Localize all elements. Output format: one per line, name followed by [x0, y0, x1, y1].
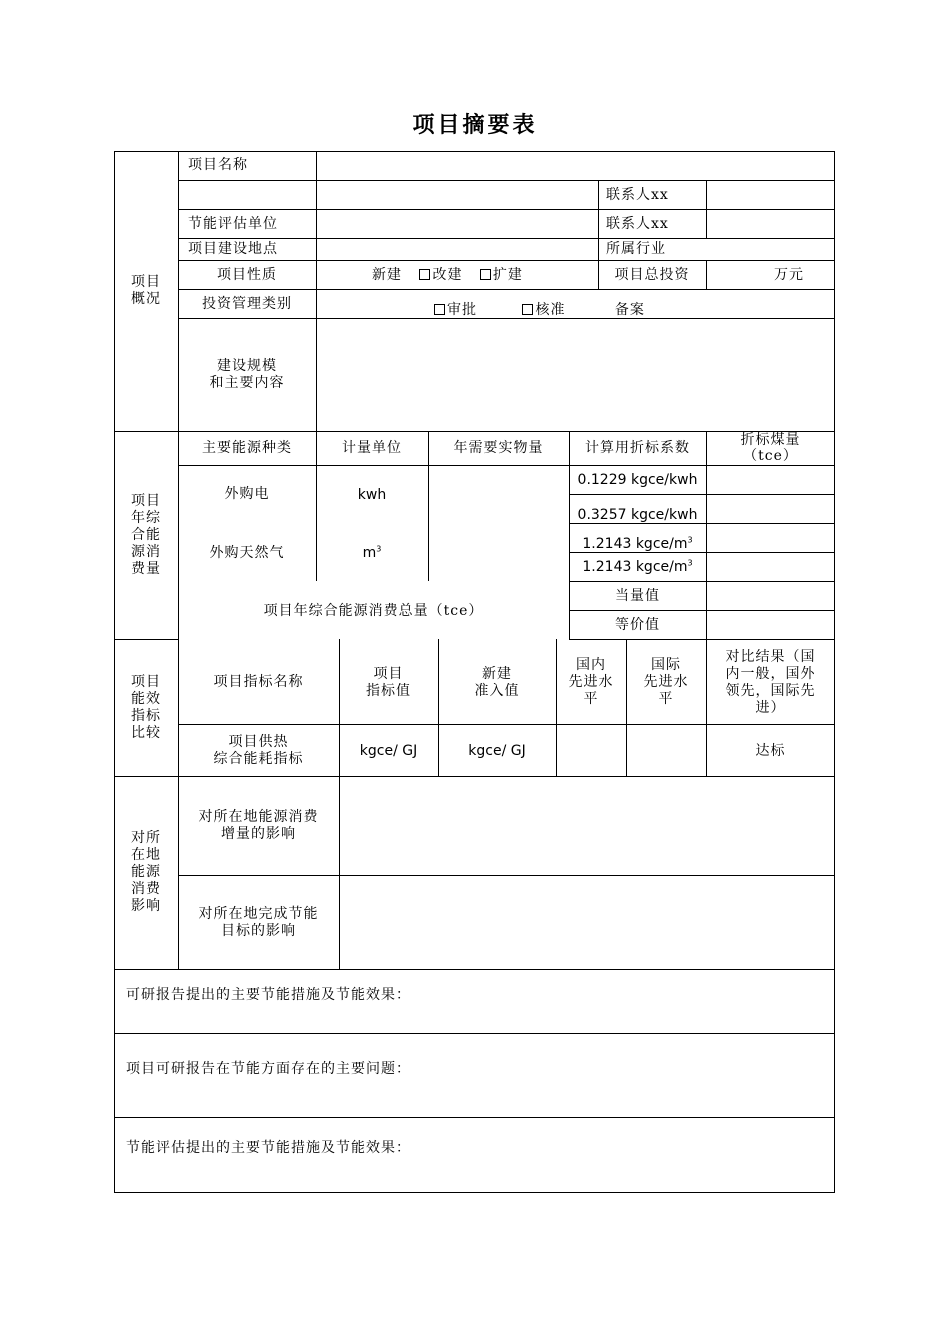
grid-line	[706, 180, 707, 238]
checkbox-approval[interactable]	[434, 304, 445, 315]
page-title: 项目摘要表	[412, 113, 538, 138]
option-record: 备案	[614, 302, 645, 318]
section-label-impact: 对所 在地 能源 消费 影响	[131, 830, 161, 914]
header-domestic-advanced: 国内 先进水 平	[568, 657, 614, 707]
nature-options	[372, 267, 523, 284]
coefficient-3: 1.2143 kgce/$m^3$	[582, 535, 693, 552]
section-label-energy: 项目 年综 合能 源消 费量	[131, 493, 161, 577]
label-consumption-impact: 对所在地能源消费 增量的影响	[198, 809, 319, 842]
section-label-efficiency: 项目 能效 指标 比较	[131, 674, 161, 741]
gas-unit: $m^3$	[362, 544, 382, 561]
checkbox-expand[interactable]	[480, 269, 491, 280]
category-options	[434, 302, 645, 319]
section-label-overview: 项目 概况	[131, 274, 161, 307]
grid-line	[178, 238, 835, 239]
grid-line	[569, 639, 835, 640]
note-feasibility-measures: 可研报告提出的主要节能措施及节能效果：	[126, 987, 411, 1003]
grid-line	[114, 969, 835, 970]
grid-line	[178, 260, 835, 261]
label-target-impact: 对所在地完成节能 目标的影响	[198, 906, 319, 939]
note-feasibility-problems: 项目可研报告在节能方面存在的主要问题：	[126, 1061, 411, 1077]
coefficient-4: 1.2143 kgce/$m^3$	[582, 558, 693, 575]
label-total-investment: 项目总投资	[614, 267, 690, 283]
label-contact-1: 联系人xx	[606, 187, 669, 203]
row-access-value: kgce/ GJ	[468, 743, 526, 759]
grid-line	[114, 1117, 835, 1118]
option-rebuild: 改建	[432, 267, 463, 283]
label-nature: 项目性质	[217, 267, 277, 283]
label-equivalent: 当量值	[615, 588, 660, 604]
checkbox-rebuild[interactable]	[419, 269, 430, 280]
header-international-advanced: 国际 先进水 平	[643, 657, 689, 707]
grid-line	[178, 724, 835, 725]
grid-line	[569, 581, 835, 582]
header-annual-quantity: 年需要实物量	[453, 440, 544, 456]
option-new: 新建	[372, 267, 402, 283]
label-investment-unit: 万元	[774, 267, 804, 283]
grid-line	[569, 431, 570, 639]
grid-line	[569, 610, 835, 611]
option-approval: 审批	[447, 302, 477, 318]
coefficient-1: 0.1229 kgce/kwh	[577, 472, 698, 488]
header-standard-coal: 折标煤量 （tce）	[740, 432, 801, 464]
grid-line	[114, 639, 178, 640]
grid-line	[316, 318, 317, 431]
option-expand: 扩建	[492, 267, 523, 283]
label-gas: 外购天然气	[209, 545, 285, 561]
grid-line	[178, 465, 835, 466]
label-scale: 建设规模 和主要内容	[209, 358, 285, 391]
label-industry: 所属行业	[606, 241, 666, 257]
header-indicator-value: 项目 指标值	[366, 666, 411, 699]
header-indicator-name: 项目指标名称	[213, 674, 304, 690]
header-coefficient: 计算用折标系数	[585, 440, 690, 456]
header-energy-type: 主要能源种类	[202, 440, 292, 456]
label-electricity: 外购电	[224, 486, 270, 502]
grid-line	[339, 776, 340, 969]
row-heating-indicator: 项目供热 综合能耗指标	[213, 734, 304, 767]
checkbox-verify[interactable]	[522, 304, 533, 315]
grid-line	[569, 494, 835, 495]
grid-line	[178, 289, 835, 290]
label-equal-price: 等价值	[615, 617, 660, 633]
grid-line	[114, 776, 835, 777]
electricity-unit: kwh	[357, 487, 387, 503]
label-total-consumption: 项目年综合能源消费总量（tce）	[263, 603, 484, 619]
note-eval-measures: 节能评估提出的主要节能措施及节能效果：	[126, 1140, 411, 1156]
grid-line	[178, 209, 835, 210]
row-indicator-value: kgce/ GJ	[359, 743, 418, 759]
label-project-name: 项目名称	[188, 157, 248, 173]
grid-line	[706, 260, 707, 289]
option-verify: 核准	[535, 302, 566, 318]
header-unit: 计量单位	[342, 440, 402, 456]
row-comparison-result: 达标	[755, 743, 786, 759]
label-contact-2: 联系人xx	[606, 216, 669, 232]
grid-line	[178, 875, 835, 876]
label-location: 项目建设地点	[188, 241, 278, 257]
label-invest-category: 投资管理类别	[202, 296, 292, 312]
coefficient-2: 0.3257 kgce/kwh	[577, 507, 698, 523]
header-access-value: 新建 准入值	[474, 666, 520, 699]
grid-line	[114, 1033, 835, 1034]
header-comparison-result: 对比结果（国 内一般，国外 领先，国际先 进）	[725, 649, 816, 716]
grid-line	[316, 151, 317, 318]
label-eval-unit: 节能评估单位	[188, 216, 278, 232]
grid-line	[178, 180, 835, 181]
